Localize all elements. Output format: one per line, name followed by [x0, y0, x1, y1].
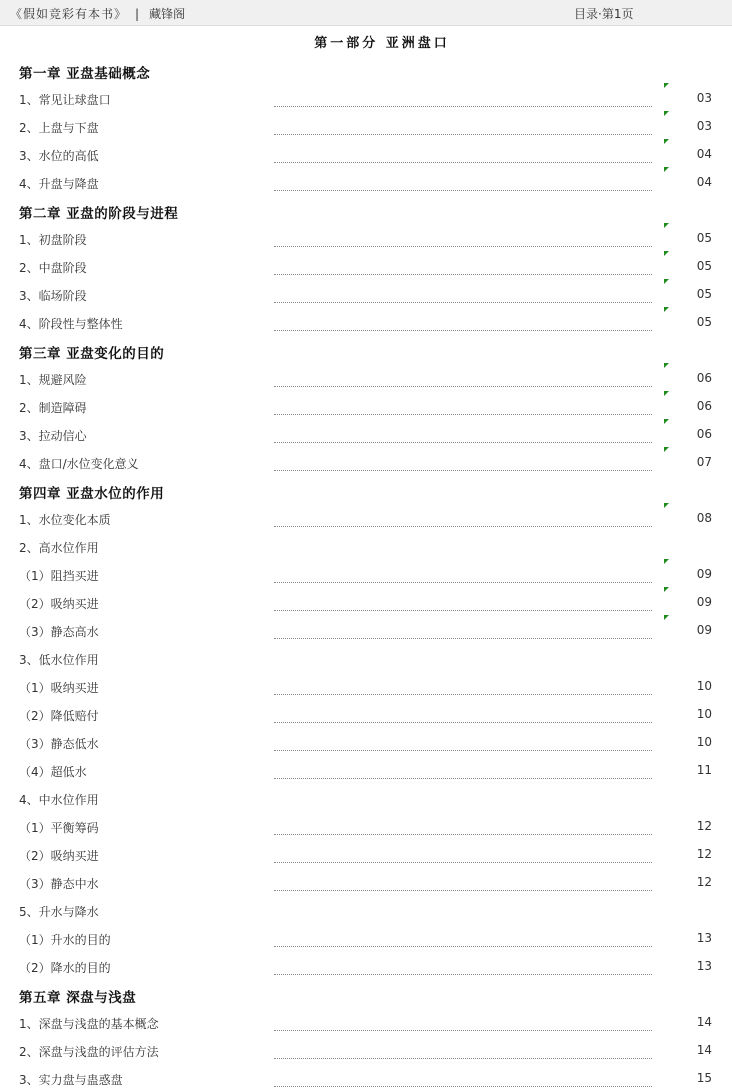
page-number[interactable]: 06	[696, 371, 712, 385]
page-number[interactable]: 05	[696, 287, 712, 301]
toc-entry-title[interactable]: 5、升水与降水	[19, 905, 99, 919]
dot-leader	[274, 694, 652, 695]
toc-entry-title[interactable]: 2、高水位作用	[19, 541, 99, 555]
toc-entry	[0, 952, 732, 980]
dot-leader	[274, 750, 652, 751]
page-number[interactable]: 09	[696, 623, 712, 637]
toc-entry-title[interactable]: 1、常见让球盘口	[19, 93, 111, 107]
page-number[interactable]: 09	[696, 567, 712, 581]
dot-leader	[274, 414, 652, 415]
book-title[interactable]: 《假如竞彩有本书》	[10, 7, 128, 21]
dot-leader	[274, 778, 652, 779]
corner-marker-icon	[664, 83, 669, 88]
title-separator: |	[135, 7, 140, 21]
dot-leader	[274, 834, 652, 835]
corner-marker-icon	[664, 251, 669, 256]
toc-entry-title[interactable]: （2）降低赔付	[19, 709, 99, 723]
toc-entry	[0, 392, 732, 420]
toc-entry-title[interactable]: （3）静态中水	[19, 877, 99, 891]
toc-entry-title[interactable]: 1、水位变化本质	[19, 513, 111, 527]
toc-entry	[0, 448, 732, 476]
dot-leader	[274, 638, 652, 639]
toc-entry	[0, 896, 732, 924]
toc-entry-title[interactable]: 2、深盘与浅盘的评估方法	[19, 1045, 159, 1059]
table-of-contents	[0, 56, 732, 1092]
dot-leader	[274, 1030, 652, 1031]
page-number[interactable]: 12	[696, 875, 712, 889]
corner-marker-icon	[664, 559, 669, 564]
chapter-heading[interactable]: 第五章 深盘与浅盘	[19, 990, 137, 1006]
page-number[interactable]: 13	[696, 959, 712, 973]
page-number[interactable]: 14	[696, 1043, 712, 1057]
toc-entry	[0, 672, 732, 700]
toc-entry-title[interactable]: 3、水位的高低	[19, 149, 99, 163]
corner-marker-icon	[664, 279, 669, 284]
toc-entry	[0, 700, 732, 728]
toc-entry	[0, 224, 732, 252]
toc-entry-title[interactable]: （2）吸纳买进	[19, 849, 99, 863]
dot-leader	[274, 890, 652, 891]
page-number[interactable]: 03	[696, 91, 712, 105]
toc-entry-title[interactable]: 3、实力盘与蛊惑盘	[19, 1073, 123, 1087]
corner-marker-icon	[664, 447, 669, 452]
page-number[interactable]: 05	[696, 259, 712, 273]
toc-entry-title[interactable]: 4、盘口/水位变化意义	[19, 457, 139, 471]
toc-entry-title[interactable]: 4、升盘与降盘	[19, 177, 99, 191]
toc-entry-title[interactable]: 2、中盘阶段	[19, 261, 87, 275]
dot-leader	[274, 302, 652, 303]
page-number[interactable]: 05	[696, 315, 712, 329]
chapter-heading[interactable]: 第三章 亚盘变化的目的	[19, 346, 165, 362]
toc-entry	[0, 924, 732, 952]
page-number[interactable]: 08	[696, 511, 712, 525]
toc-chapter-row	[0, 476, 732, 504]
dot-leader	[274, 134, 652, 135]
page-number[interactable]: 09	[696, 595, 712, 609]
toc-entry-title[interactable]: 1、深盘与浅盘的基本概念	[19, 1017, 159, 1031]
toc-entry-title[interactable]: （3）静态低水	[19, 737, 99, 751]
toc-entry	[0, 532, 732, 560]
toc-entry	[0, 308, 732, 336]
dot-leader	[274, 862, 652, 863]
toc-entry-title[interactable]: （1）阻挡买进	[19, 569, 99, 583]
site-name[interactable]: 藏锋阁	[149, 7, 186, 21]
toc-entry-title[interactable]: 1、初盘阶段	[19, 233, 87, 247]
dot-leader	[274, 330, 652, 331]
chapter-heading[interactable]: 第一章 亚盘基础概念	[19, 66, 151, 82]
page-number[interactable]: 06	[696, 399, 712, 413]
toc-entry-title[interactable]: 4、中水位作用	[19, 793, 99, 807]
toc-entry-title[interactable]: 3、临场阶段	[19, 289, 87, 303]
corner-marker-icon	[664, 363, 669, 368]
chapter-heading[interactable]: 第二章 亚盘的阶段与进程	[19, 206, 179, 222]
toc-entry-title[interactable]: （1）升水的目的	[19, 933, 111, 947]
page-number[interactable]: 12	[696, 847, 712, 861]
toc-chapter-row	[0, 56, 732, 84]
toc-entry	[0, 168, 732, 196]
dot-leader	[274, 274, 652, 275]
dot-leader	[274, 946, 652, 947]
page-number[interactable]: 12	[696, 819, 712, 833]
toc-entry-title[interactable]: 4、阶段性与整体性	[19, 317, 123, 331]
toc-chapter-row	[0, 196, 732, 224]
toc-entry-title[interactable]: 3、拉动信心	[19, 429, 87, 443]
toc-entry	[0, 1064, 732, 1092]
page-number[interactable]: 10	[696, 679, 712, 693]
page-number[interactable]: 04	[696, 175, 712, 189]
page-location: 目录·第1页	[574, 7, 634, 21]
toc-entry	[0, 84, 732, 112]
dot-leader	[274, 386, 652, 387]
dot-leader	[274, 974, 652, 975]
toc-entry-title[interactable]: （4）超低水	[19, 765, 87, 779]
part-title: 第一部分 亚洲盘口	[314, 36, 450, 51]
corner-marker-icon	[664, 307, 669, 312]
toc-entry-title[interactable]: （2）吸纳买进	[19, 597, 99, 611]
page-number[interactable]: 15	[696, 1071, 712, 1085]
dot-leader	[274, 162, 652, 163]
toc-entry	[0, 364, 732, 392]
page-number[interactable]: 06	[696, 427, 712, 441]
page-number[interactable]: 14	[696, 1015, 712, 1029]
toc-entry-title[interactable]: （2）降水的目的	[19, 961, 111, 975]
toc-entry	[0, 504, 732, 532]
toc-entry-title[interactable]: （3）静态高水	[19, 625, 99, 639]
toc-entry	[0, 112, 732, 140]
toc-chapter-row	[0, 980, 732, 1008]
top-bar	[0, 0, 732, 26]
page-number[interactable]: 10	[696, 735, 712, 749]
corner-marker-icon	[664, 111, 669, 116]
toc-entry	[0, 756, 732, 784]
corner-marker-icon	[664, 587, 669, 592]
toc-entry-title[interactable]: 2、上盘与下盘	[19, 121, 99, 135]
toc-entry	[0, 252, 732, 280]
corner-marker-icon	[664, 615, 669, 620]
toc-entry	[0, 140, 732, 168]
dot-leader	[274, 526, 652, 527]
toc-entry	[0, 728, 732, 756]
dot-leader	[274, 722, 652, 723]
toc-entry	[0, 280, 732, 308]
page-number[interactable]: 04	[696, 147, 712, 161]
toc-entry-title[interactable]: （1）平衡筹码	[19, 821, 99, 835]
toc-entry	[0, 840, 732, 868]
dot-leader	[274, 582, 652, 583]
toc-entry	[0, 1008, 732, 1036]
page-number[interactable]: 05	[696, 231, 712, 245]
dot-leader	[274, 470, 652, 471]
toc-chapter-row	[0, 336, 732, 364]
corner-marker-icon	[664, 139, 669, 144]
toc-entry-title[interactable]: 2、制造障碍	[19, 401, 87, 415]
page-number[interactable]: 11	[696, 763, 712, 777]
toc-entry	[0, 812, 732, 840]
page-number[interactable]: 03	[696, 119, 712, 133]
dot-leader	[274, 610, 652, 611]
dot-leader	[274, 106, 652, 107]
dot-leader	[274, 1058, 652, 1059]
book-info	[10, 5, 185, 22]
chapter-heading[interactable]: 第四章 亚盘水位的作用	[19, 486, 165, 502]
toc-entry	[0, 1036, 732, 1064]
toc-entry	[0, 784, 732, 812]
page-number[interactable]: 10	[696, 707, 712, 721]
toc-entry	[0, 560, 732, 588]
toc-entry	[0, 644, 732, 672]
corner-marker-icon	[664, 167, 669, 172]
page-number[interactable]: 07	[696, 455, 712, 469]
corner-marker-icon	[664, 223, 669, 228]
toc-entry-title[interactable]: 1、规避风险	[19, 373, 87, 387]
page-number[interactable]: 13	[696, 931, 712, 945]
dot-leader	[274, 190, 652, 191]
toc-entry-title[interactable]: （1）吸纳买进	[19, 681, 99, 695]
dot-leader	[274, 442, 652, 443]
corner-marker-icon	[664, 419, 669, 424]
toc-entry	[0, 420, 732, 448]
dot-leader	[274, 246, 652, 247]
toc-entry	[0, 868, 732, 896]
toc-entry-title[interactable]: 3、低水位作用	[19, 653, 99, 667]
corner-marker-icon	[664, 391, 669, 396]
toc-entry	[0, 588, 732, 616]
toc-entry	[0, 616, 732, 644]
corner-marker-icon	[664, 503, 669, 508]
